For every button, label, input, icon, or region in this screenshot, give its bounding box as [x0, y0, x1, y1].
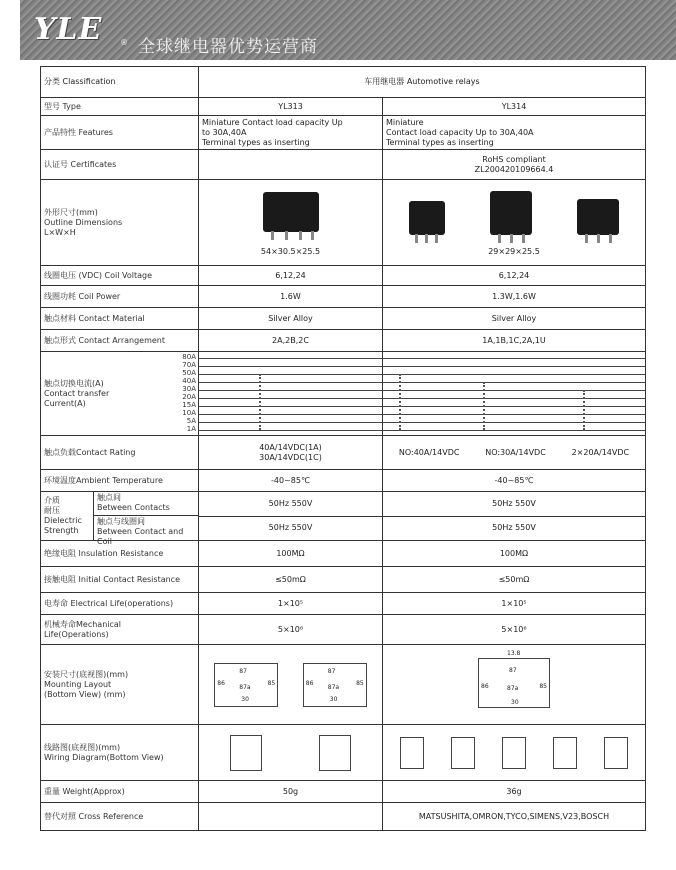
text-line: RoHS compliant [482, 154, 546, 164]
between-contacts-label [94, 492, 198, 516]
row-label: 线圈功耗 Coil Power [41, 286, 199, 308]
row-label [41, 645, 199, 725]
dielectric-label [41, 492, 199, 546]
yl313-value: 100MΩ [199, 541, 383, 567]
current-bar [483, 382, 485, 430]
scale-label: 40A [182, 377, 196, 385]
text-line: 触点切换电流(A) [44, 378, 104, 388]
wiring-diagram [319, 735, 351, 771]
yl314-certificates [383, 150, 646, 180]
yl313-value: 2A,2B,2C [199, 330, 383, 352]
scale-label: 50A [182, 369, 196, 377]
text-line: 触点间 [97, 493, 121, 502]
text-line: Miniature Contact load capacity Up [202, 117, 343, 127]
wiring-diagram [451, 737, 475, 769]
mounting-drawing: 13.8 86 87 87a 85 30 [478, 658, 550, 708]
yl314-value: MATSUSHITA,OMRON,TYCO,SIMENS,V23,BOSCH [383, 803, 646, 831]
yl314-value: 1A,1B,1C,2A,1U [383, 330, 646, 352]
wiring-diagram [502, 737, 526, 769]
text-line: Contact load capacity Up to 30A,40A [386, 127, 534, 137]
row-coil-power [41, 286, 646, 308]
current-bar [399, 374, 401, 430]
dielectric-types [94, 492, 199, 546]
yl314-value: -40~85℃ [383, 470, 646, 492]
wiring-diagram [553, 737, 577, 769]
yl314-model: YL314 [383, 98, 646, 116]
scale-label: 30A [182, 385, 196, 393]
scale-label: 15A [182, 401, 196, 409]
scale-label: 1A [186, 425, 196, 433]
text-line: Between Contacts [97, 503, 170, 512]
row-label: 接触电阻 Initial Contact Resistance [41, 567, 199, 593]
row-label: 产品特性 Features [41, 116, 199, 150]
yl313-certificates [199, 150, 383, 180]
row-label [41, 352, 199, 436]
row-initial-contact [41, 567, 646, 593]
row-label [41, 180, 199, 266]
mounting-drawing: 86 87 87a 85 30 [214, 663, 278, 707]
text-line: 介质 [44, 496, 60, 505]
yl314-mounting-drawing [383, 645, 646, 725]
yl314-value: Silver Alloy [383, 308, 646, 330]
row-contact-arrangement [41, 330, 646, 352]
row-cross-reference [41, 803, 646, 831]
yl313-value: -40~85℃ [199, 470, 383, 492]
yl313-value: 1×10⁵ [199, 593, 383, 615]
graph-area [383, 354, 645, 434]
yl314-value: 36g [383, 781, 646, 803]
yl314-features [383, 116, 646, 150]
row-contact-rating [41, 436, 646, 470]
rating-item: NO:30A/14VDC [485, 447, 546, 457]
text-line: (Bottom View) (mm) [44, 689, 126, 699]
row-contact-material [41, 308, 646, 330]
row-label: 绝缘电阻 Insulation Resistance [41, 541, 199, 567]
row-label: 触点形式 Contact Arrangement [41, 330, 199, 352]
row-label: 重量 Weight(Approx) [41, 781, 199, 803]
wiring-group [386, 737, 642, 769]
row-label: 替代对照 Cross Reference [41, 803, 199, 831]
brand-logo: YLE [34, 12, 103, 47]
scale-label: 80A [182, 353, 196, 361]
text-line: 耐压 [44, 506, 60, 515]
yl314-value: 5×10⁶ [383, 615, 646, 645]
yl313-value: 50Hz 550V [199, 516, 383, 541]
row-label: 触点负载Contact Rating [41, 436, 199, 470]
yl313-value: 50Hz 550V [199, 492, 383, 517]
rating-item: NO:40A/14VDC [398, 447, 460, 457]
spec-table [40, 66, 646, 831]
yl313-rating [199, 436, 383, 470]
row-label: 环境温度Ambient Temperature [41, 470, 199, 492]
current-scale [174, 354, 196, 432]
text-line: Miniature [386, 117, 424, 127]
row-label: 线圈电压 (VDC) Coil Voltage [41, 266, 199, 286]
table-title: 车用继电器 Automotive relays [199, 67, 646, 98]
yl313-features [199, 116, 383, 150]
text-line: 外形尺寸(mm) [44, 207, 98, 217]
yl314-value: ≤50mΩ [383, 567, 646, 593]
dielectric-name [41, 492, 94, 540]
row-label [41, 615, 199, 645]
text-line: 安装尺寸(底视图)(mm) [44, 669, 129, 679]
mounting-drawing: 86 87 87a 85 30 [303, 663, 367, 707]
yl314-value: 100MΩ [383, 541, 646, 567]
scale-label: 20A [182, 393, 196, 401]
row-transfer-current [41, 352, 646, 436]
wiring-diagram [400, 737, 424, 769]
header-banner [20, 0, 676, 60]
row-weight [41, 781, 646, 803]
row-dimensions [41, 180, 646, 266]
text-line: 线路图(底视图)(mm) [44, 742, 121, 752]
registered-mark: ® [120, 38, 128, 47]
text-line: ZL200420109664.4 [474, 164, 554, 174]
row-mechanical-life [41, 615, 646, 645]
dielectric-subtable [41, 492, 198, 546]
text-line: L×W×H [44, 227, 76, 237]
photo-group [386, 191, 642, 235]
row-label: 型号 Type [41, 98, 199, 116]
text-line: Terminal types as inserting [202, 137, 310, 147]
yl313-value: 1.6W [199, 286, 383, 308]
row-coil-voltage [41, 266, 646, 286]
relay-photo-yl313 [263, 192, 319, 232]
yl313-wiring-diagram [199, 725, 383, 781]
current-bar [583, 390, 585, 430]
yl314-value: 6,12,24 [383, 266, 646, 286]
wiring-diagram [230, 735, 262, 771]
contact-coil-label [94, 516, 198, 546]
graph-area [199, 354, 382, 434]
row-wiring [41, 725, 646, 781]
row-features [41, 116, 646, 150]
scale-label: 10A [182, 409, 196, 417]
relay-photo-yl314-b [490, 191, 532, 235]
header-row [41, 67, 646, 98]
wiring-group [202, 735, 379, 771]
relay-photo-yl314-a [409, 201, 445, 235]
text-line: Life(Operations) [44, 629, 109, 639]
text-line: Strength [44, 526, 79, 535]
row-label: 认证号 Certificates [41, 150, 199, 180]
row-label [41, 725, 199, 781]
text-line: Contact transfer [44, 388, 110, 398]
text-line: Outline Dimensions [44, 217, 123, 227]
yl313-dimensions [199, 180, 383, 266]
yl313-model: YL313 [199, 98, 383, 116]
text-line: 40A/14VDC(1A) [259, 442, 322, 452]
scale-label: 5A [186, 417, 196, 425]
yl314-value: 50Hz 550V [383, 492, 646, 517]
yl313-value: Silver Alloy [199, 308, 383, 330]
row-dielectric-contacts [41, 492, 646, 517]
yl313-value [199, 803, 383, 831]
row-type [41, 98, 646, 116]
rating-group [386, 448, 642, 458]
text-line: 30A/14VDC(1C) [259, 452, 322, 462]
yl314-wiring-diagram [383, 725, 646, 781]
yl314-dimensions [383, 180, 646, 266]
text-line: to 30A,40A [202, 127, 247, 137]
row-electrical-life [41, 593, 646, 615]
row-insulation [41, 541, 646, 567]
text-line: Current(A) [44, 398, 86, 408]
yl313-mounting-drawing [199, 645, 383, 725]
yl313-value: 6,12,24 [199, 266, 383, 286]
row-ambient [41, 470, 646, 492]
text-line: Dielectric [44, 516, 82, 525]
row-label: 电寿命 Electrical Life(operations) [41, 593, 199, 615]
yl313-current-graph [199, 352, 383, 436]
yl314-current-graph [383, 352, 646, 436]
dimension-value: 54×30.5×25.5 [260, 247, 321, 256]
text-line: Between Contact and Coil [97, 527, 184, 546]
text-line: Wiring Diagram(Bottom View) [44, 752, 164, 762]
yl314-value: 1.3W,1.6W [383, 286, 646, 308]
text-line: Terminal types as inserting [386, 137, 494, 147]
text-line: 触点与线圈间 [97, 517, 145, 526]
row-mounting [41, 645, 646, 725]
yl313-value: ≤50mΩ [199, 567, 383, 593]
yl313-value: 50g [199, 781, 383, 803]
current-bar [259, 374, 261, 430]
wiring-diagram [604, 737, 628, 769]
yl314-rating [383, 436, 646, 470]
scale-label: 70A [182, 361, 196, 369]
rating-item: 2×20A/14VDC [571, 447, 630, 457]
yl314-value: 1×10⁵ [383, 593, 646, 615]
banner-slogan: 全球继电器优势运营商 [138, 37, 318, 57]
yl314-value: 50Hz 550V [383, 516, 646, 541]
row-label: 触点材料 Contact Material [41, 308, 199, 330]
classification-header: 分类 Classification [41, 67, 199, 98]
relay-photo-yl314-c [577, 199, 619, 235]
row-certificates [41, 150, 646, 180]
yl313-value: 5×10⁶ [199, 615, 383, 645]
dimension-value: 29×29×25.5 [488, 246, 540, 256]
drawing-group [202, 663, 379, 707]
text-line: 机械寿命Mechanical [44, 619, 122, 629]
text-line: Mounting Layout [44, 679, 112, 689]
